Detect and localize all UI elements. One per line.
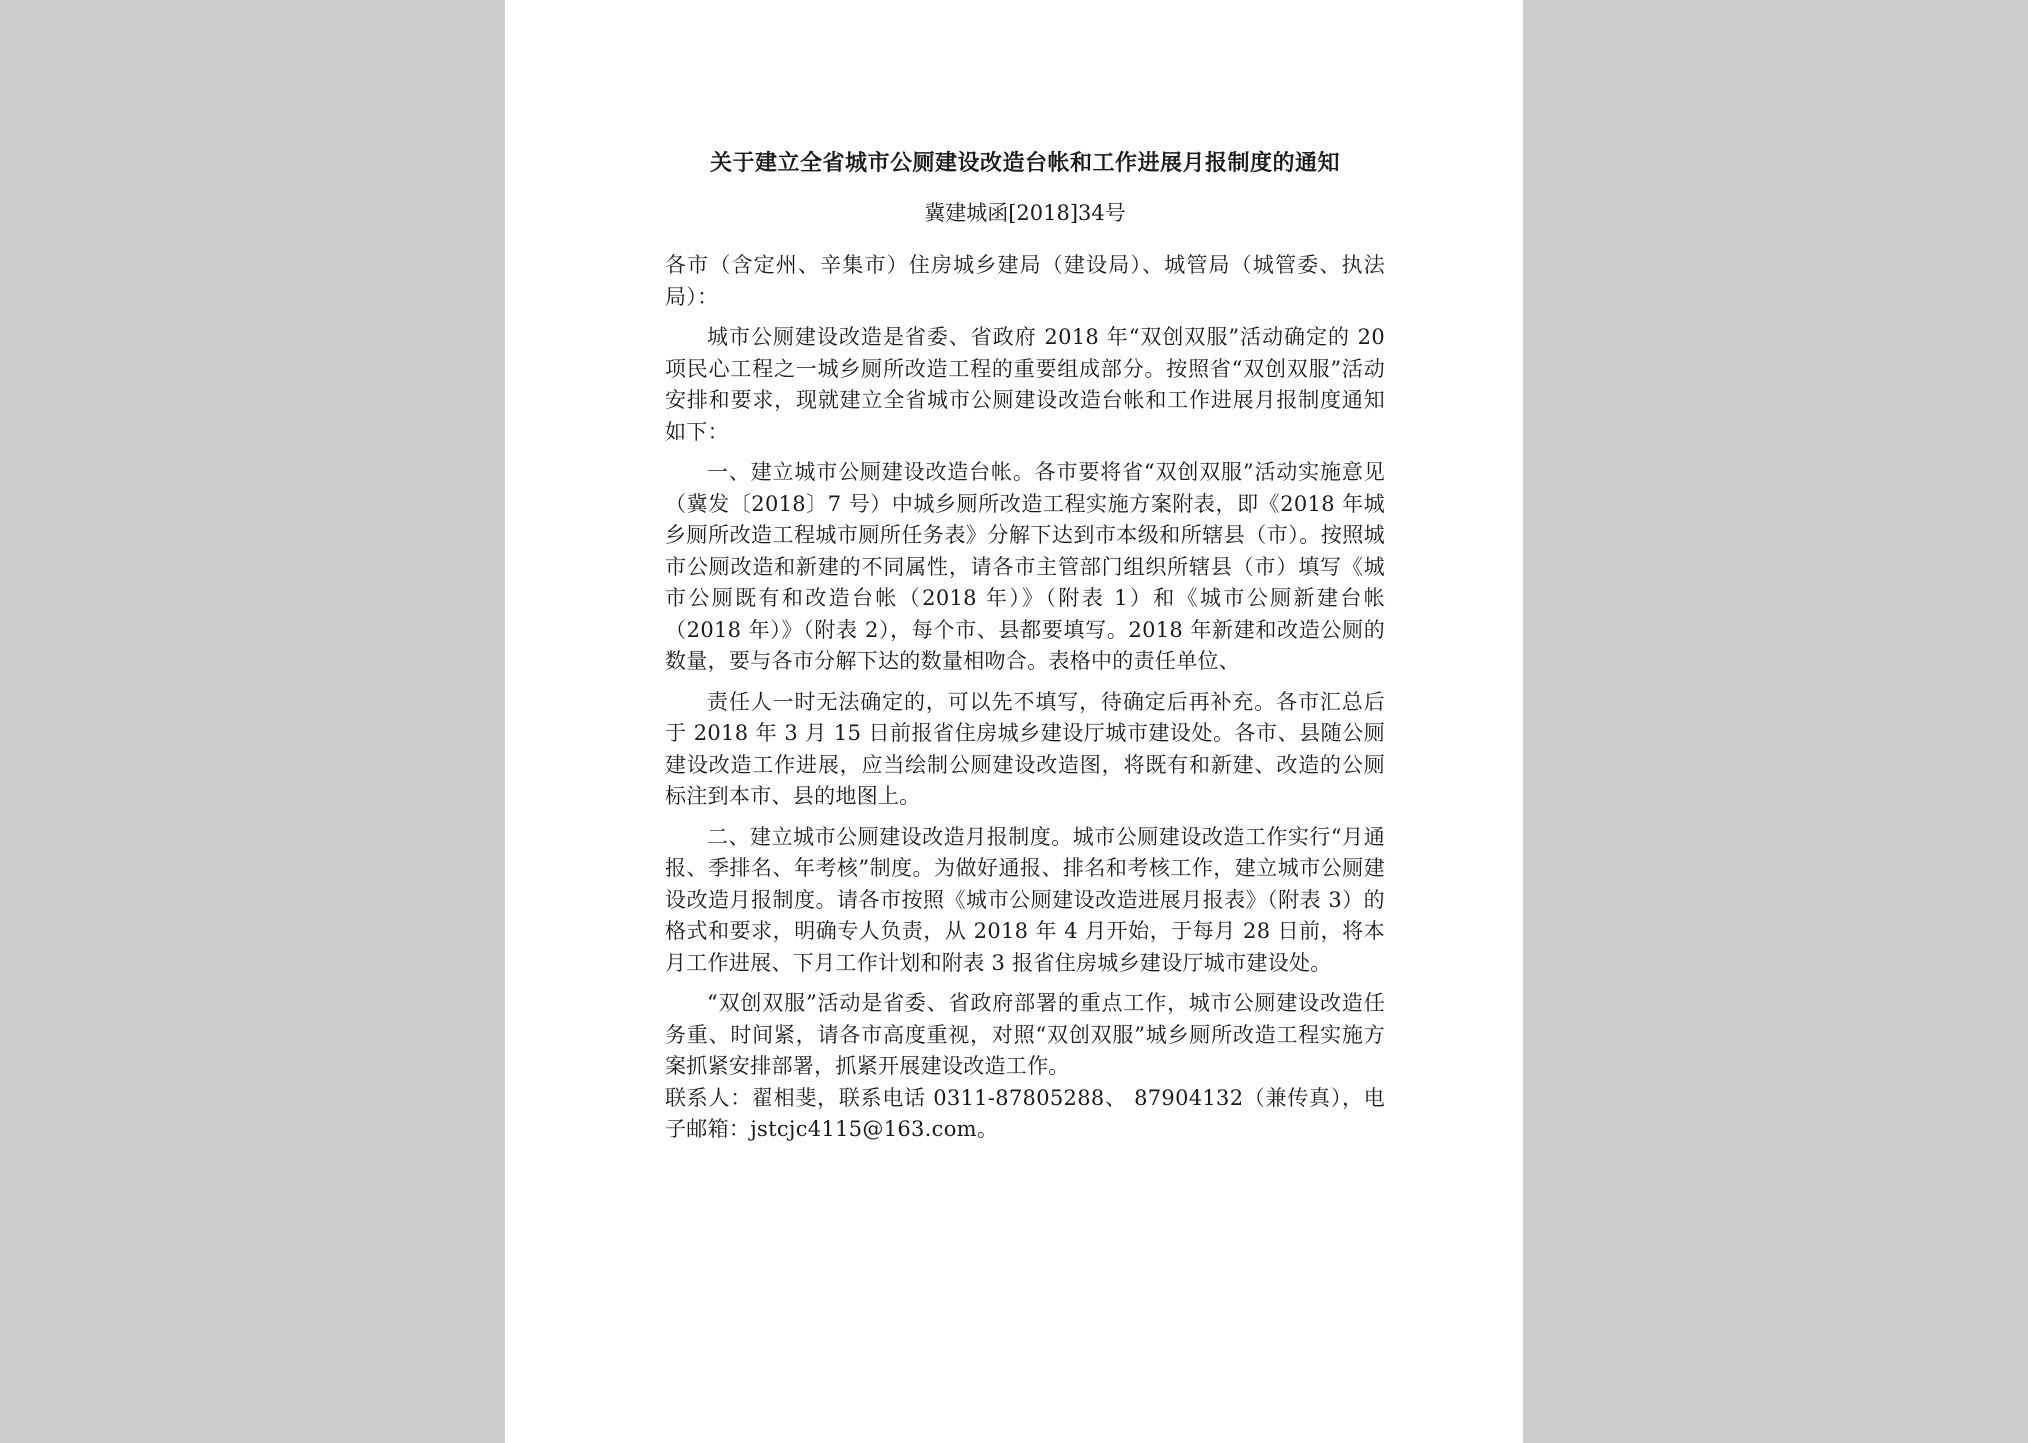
addressee: 各市（含定州、辛集市）住房城乡建局（建设局）、城管局（城管委、执法局）： xyxy=(665,253,1385,309)
paragraph-section-1: 一、建立城市公厕建设改造台帐。各市要将省“双创双服”活动实施意见（冀发〔2018〕7 号）中城乡厕所改造工程实施方案附表，即《2018 年城乡厕所改造工程城市厕所任务表》分解下达到市本级和所辖县（市）。按照城市公厕改造和新建的不同属性，请各市主管部门组织所辖县（市）填写《城市公厕既有和改造台帐（2018 年）》（附表 1）和《城市公厕新建台帐（2018 年）》（附表 2），每个市、县都要填写。2018 年新建和改造公厕的数量，要与各市分解下达的数量相吻合。表格中的责任单位、 xyxy=(665,460,1385,673)
contact-info: 联系人：翟相斐，联系电话 0311-87805288、 87904132（兼传真），电子邮箱：jstcjc4115@163.com。 xyxy=(665,1085,1385,1141)
paragraph-section-1-continued: 责任人一时无法确定的，可以先不填写，待确定后再补充。各市汇总后于 2018 年 3 月 15 日前报省住房城乡建设厅城市建设处。各市、县随公厕建设改造工作进展，应当绘制公厕建设改造图，将既有和新建、改造的公厕标注到本市、县的地图上。 xyxy=(665,689,1385,808)
paragraph-intro: 城市公厕建设改造是省委、省政府 2018 年“双创双服”活动确定的 20 项民心工程之一城乡厕所改造工程的重要组成部分。按照省“双创双服”活动安排和要求，现就建立全省城市公厕建设改造台帐和工作进展月报制度通知如下： xyxy=(665,325,1385,444)
document-number: 冀建城函[2018]34号 xyxy=(924,201,1126,225)
document-page xyxy=(505,0,1523,1443)
document-title: 关于建立全省城市公厕建设改造台帐和工作进展月报制度的通知 xyxy=(709,150,1340,176)
document-body xyxy=(665,148,1385,1155)
paragraph-section-2: 二、建立城市公厕建设改造月报制度。城市公厕建设改造工作实行“月通报、季排名、年考核”制度。为做好通报、排名和考核工作，建立城市公厕建设改造月报制度。请各市按照《城市公厕建设改造进展月报表》（附表 3）的格式和要求，明确专人负责，从 2018 年 4 月开始，于每月 28 日前，将本月工作进展、下月工作计划和附表 3 报省住房城乡建设厅城市建设处。 xyxy=(665,824,1385,975)
paragraph-closing: “双创双服”活动是省委、省政府部署的重点工作，城市公厕建设改造任务重、时间紧，请各市高度重视，对照“双创双服”城乡厕所改造工程实施方案抓紧安排部署，抓紧开展建设改造工作。 xyxy=(665,991,1385,1078)
